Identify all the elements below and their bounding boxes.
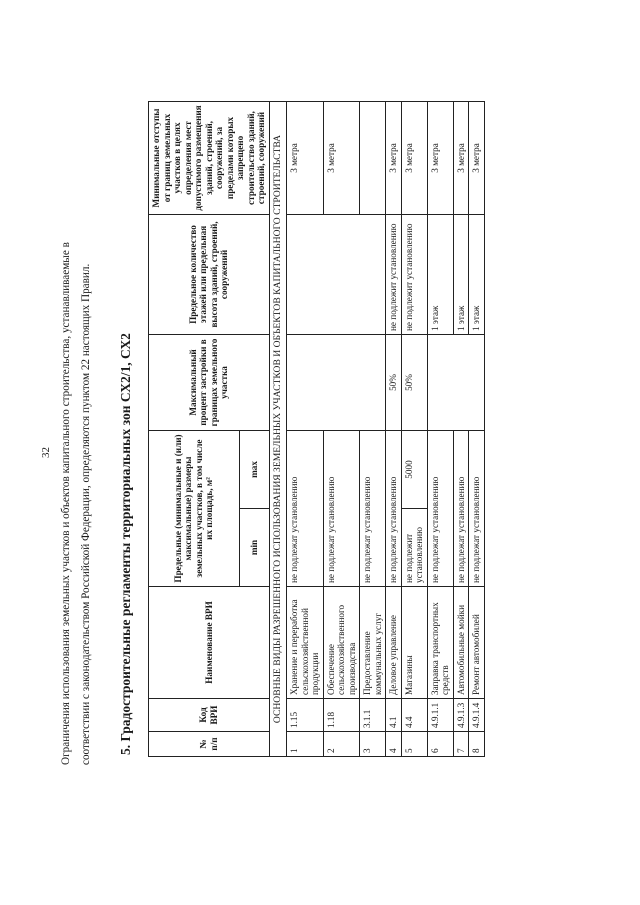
row-floors: не подлежит установлению — [386, 214, 402, 334]
row-setback: 3 метра — [386, 101, 402, 214]
row-code: 4.9.1.1 — [427, 699, 453, 732]
col-header-setbacks: Минимальные отступы от границ земельных участков в целях определения мест допустимого размещения зданий, строений, сооружений, за пределами которых запрещено строительство зданий, строений, сооружений — [149, 101, 270, 214]
row-floors: не подлежит установлению — [401, 214, 427, 334]
row-size: не подлежат установлению — [386, 430, 402, 586]
row-size: не подлежат установлению — [453, 430, 469, 586]
row-size: не подлежат установлению — [287, 430, 324, 586]
row-setback: 3 метра — [427, 101, 453, 214]
regulations-table — [148, 101, 485, 757]
col-header-max: max — [239, 430, 269, 508]
col-header-min: min — [239, 509, 269, 587]
row-name: Ремонт автомобилей — [469, 587, 485, 699]
row-floors: 1 этаж — [469, 214, 485, 334]
section-title: ОСНОВНЫЕ ВИДЫ РАЗРЕШЕННОГО ИСПОЛЬЗОВАНИЯ ЗЕМЕЛЬНЫХ УЧАСТКОВ И ОБЪЕКТОВ КАПИТАЛЬНОГО СТРОИТЕЛЬСТВА — [269, 101, 287, 756]
row-code: 4.1 — [386, 699, 402, 732]
row-code: 3.1.1 — [360, 699, 386, 732]
row-code: 4.9.1.4 — [469, 699, 485, 732]
row-name: Хранение и переработка сельскохозяйственной продукции — [287, 587, 324, 699]
col-header-floors: Предельное количество этажей или предельная высота зданий, строений, сооружений — [149, 214, 270, 334]
page-number: 32 — [40, 447, 52, 458]
row-setback — [360, 101, 386, 214]
row-num: 1 — [287, 732, 324, 757]
row-size: не подлежат установлению — [323, 430, 360, 586]
row-name: Обеспечение сельскохозяйственного производства — [323, 587, 360, 699]
row-setback: 3 метра — [287, 101, 324, 214]
row-num: 5 — [401, 732, 427, 757]
row-num: 7 — [453, 732, 469, 757]
table-header-row — [149, 101, 240, 756]
row-code: 4.4 — [401, 699, 427, 732]
section-title-row — [269, 101, 287, 756]
row-name: Магазины — [401, 587, 427, 699]
intro-line-1: Ограничения использования земельных участков и объектов капитального строительства, устанавливаемые в — [60, 242, 72, 765]
row-percent — [427, 334, 484, 430]
row-size: не подлежат установлению — [427, 430, 453, 586]
row-num: 2 — [323, 732, 360, 757]
row-num: 3 — [360, 732, 386, 757]
row-floors — [287, 214, 386, 334]
row-floors: 1 этаж — [427, 214, 453, 334]
row-setback: 3 метра — [401, 101, 427, 214]
col-header-percent: Максимальный процент застройки в границах земельного участка — [149, 334, 270, 430]
table-row — [287, 101, 324, 756]
intro-line-2: соответствии с законодательством Российской Федерации, определяются пунктом 22 настоящих Правил. — [80, 263, 92, 765]
intro-paragraph — [56, 105, 96, 765]
row-max: 5000 — [401, 430, 427, 508]
table-row — [427, 101, 453, 756]
table-row — [386, 101, 402, 756]
row-size: не подлежат установлению — [469, 430, 485, 586]
col-header-code: Код ВРИ — [149, 699, 270, 732]
col-header-name: Наименование ВРИ — [149, 587, 270, 699]
row-percent: 50% — [401, 334, 427, 430]
row-name: Предоставление коммунальных услуг — [360, 587, 386, 699]
row-size: не подлежат установлению — [360, 430, 386, 586]
col-header-num: № п/п — [149, 732, 270, 757]
col-header-sizes: Предельные (минимальные и (или) максимальные) размеры земельных участков, в том числе их площадь, м² — [149, 430, 240, 586]
row-setback: 3 метра — [323, 101, 360, 214]
row-num: 8 — [469, 732, 485, 757]
row-name: Автомобильные мойки — [453, 587, 469, 699]
row-name: Деловое управление — [386, 587, 402, 699]
table-row — [401, 101, 427, 756]
row-percent: 50% — [386, 334, 402, 430]
row-num: 4 — [386, 732, 402, 757]
row-code: 1.15 — [287, 699, 324, 732]
row-num: 6 — [427, 732, 453, 757]
row-min: не подлежит установлению — [401, 509, 427, 587]
row-floors: 1 этаж — [453, 214, 469, 334]
section-heading: 5. Градостроительные регламенты территориальных зон СХ2/1, СХ2 — [118, 333, 133, 755]
row-name: Заправка транспортных средств — [427, 587, 453, 699]
row-setback: 3 метра — [469, 101, 485, 214]
row-setback: 3 метра — [453, 101, 469, 214]
row-code: 4.9.1.3 — [453, 699, 469, 732]
row-code: 1.18 — [323, 699, 360, 732]
row-percent — [287, 334, 386, 430]
